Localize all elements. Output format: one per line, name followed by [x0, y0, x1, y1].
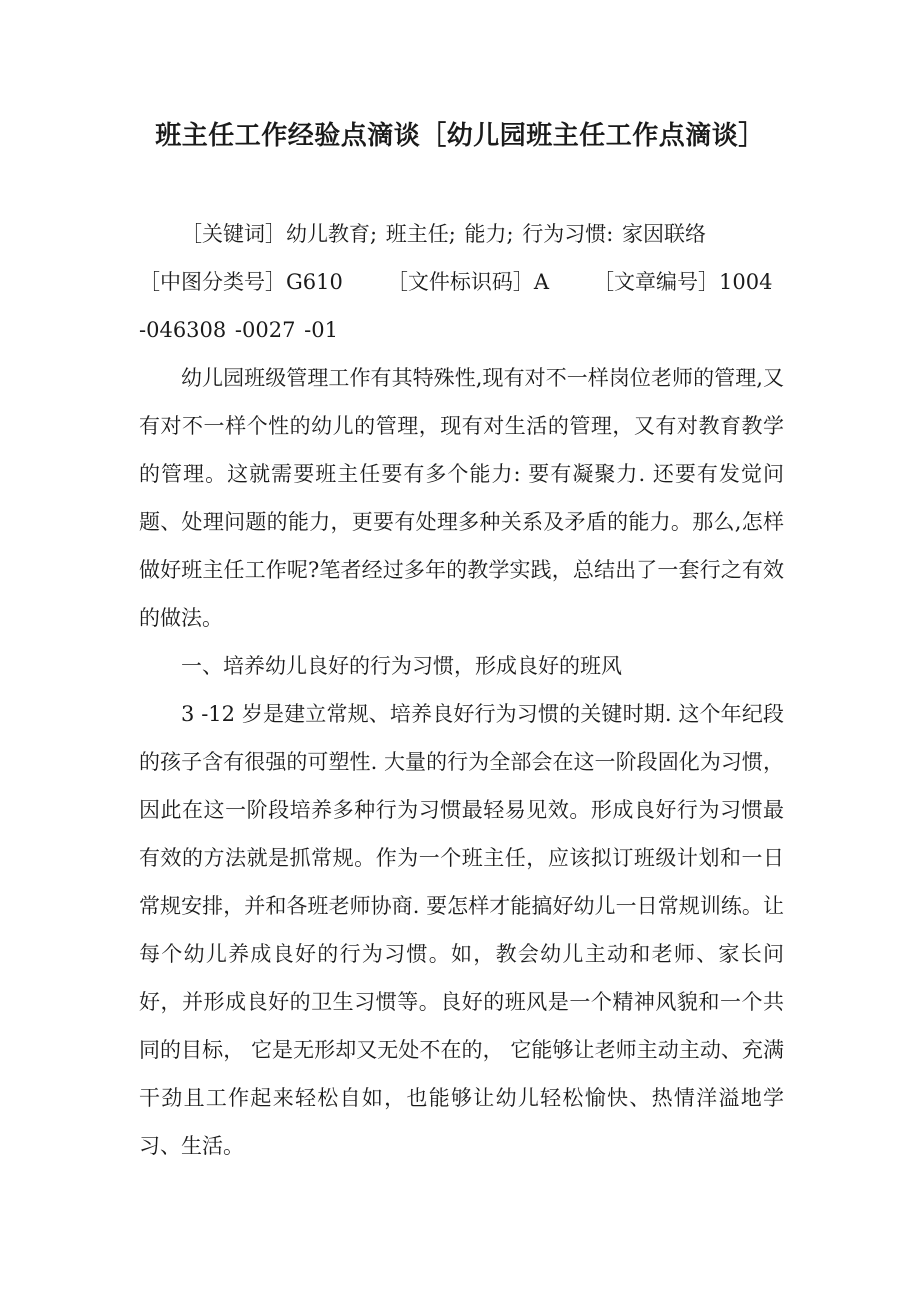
metadata-block: [139, 210, 784, 354]
keywords-value: 幼儿教育; 班主任; 能力; 行为习惯: 家因联络: [286, 222, 707, 246]
doc-code-value: A: [533, 270, 550, 294]
document-title: 班主任工作经验点滴谈［幼儿园班主任工作点滴谈］: [155, 121, 765, 151]
doc-code-label: ［文件标识码］: [386, 270, 534, 294]
document-body: [139, 210, 784, 1170]
article-no-label: ［文章编号］: [593, 270, 720, 294]
classification-label: ［中图分类号］: [139, 270, 286, 294]
keywords-label: ［关键词］: [181, 222, 286, 246]
paragraph-intro: 幼儿园班级管理工作有其特殊性,现有对不一样岗位老师的管理,又有对不一样个性的幼儿的管理，现有对生活的管理，又有对教育教学的管理。这就需要班主任要有多个能力: 要有凝聚力. 还要有发觉问题、处理问题的能力，更要有处理多种关系及矛盾的能力。那么,怎样做好班主任工作呢?笔者经过多年的教学实践，总结出了一套行之有效的做法。: [139, 366, 784, 630]
paragraph-section-1: 3 -12 岁是建立常规、培养良好行为习惯的关键时期. 这个年纪段的孩子含有很强的可塑性. 大量的行为全部会在这一阶段固化为习惯，因此在这一阶段培养多种行为习惯最轻易见效。形成良好行为习惯最有效的方法就是抓常规。作为一个班主任，应该拟订班级计划和一日常规安排，并和各班老师协商. 要怎样才能搞好幼儿一日常规训练。让每个幼儿养成良好的行为习惯。如，教会幼儿主动和老师、家长问好，并形成良好的卫生习惯等。良好的班风是一个精神风貌和一个共同的目标， 它是无形却又无处不在的， 它能够让老师主动主动、充满干劲且工作起来轻松自如，也能够让幼儿轻松愉快、热情洋溢地学习、生活。: [139, 702, 784, 1158]
article-no-value: 1004 -046308 -0027 -01: [139, 270, 773, 342]
section-heading: 一、培养幼儿良好的行为习惯，形成良好的班风: [181, 654, 622, 678]
classification-value: G610: [286, 270, 343, 294]
